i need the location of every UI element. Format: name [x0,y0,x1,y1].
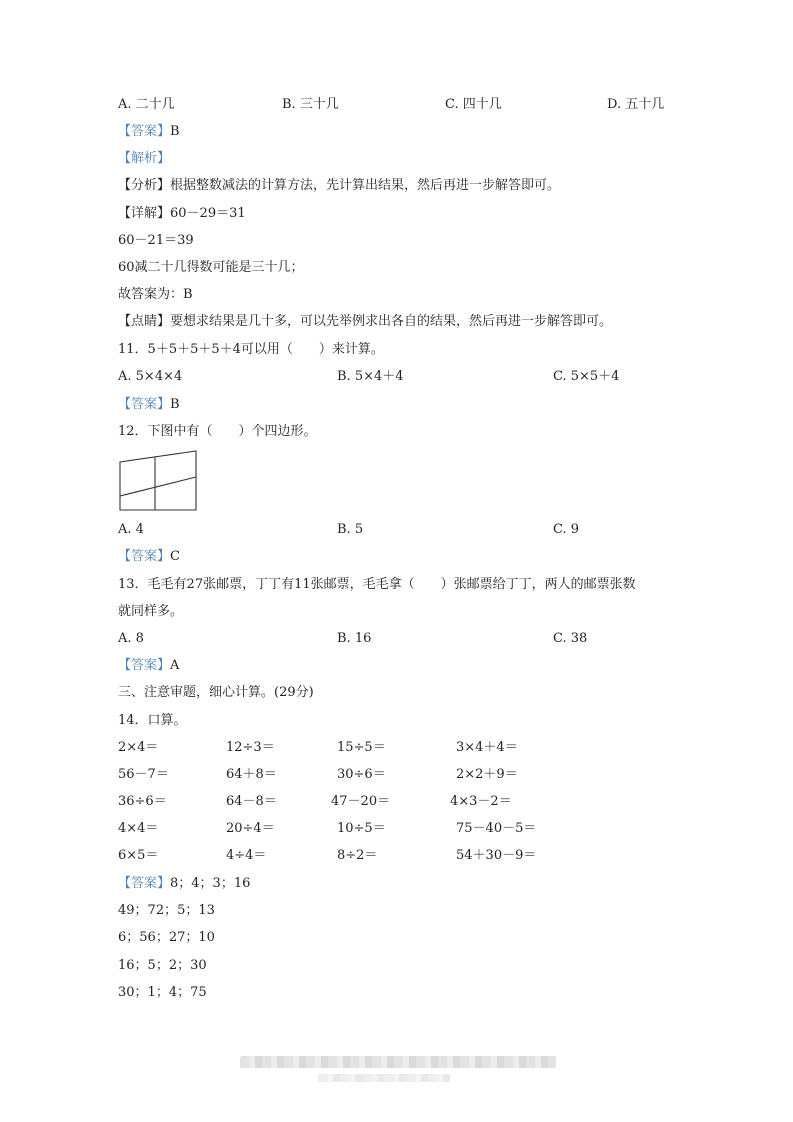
calc-item: 2×4＝ [118,740,159,755]
section-3-title: 三、注意审题，细心计算。(29分) [118,685,314,700]
q12-stem: 12．下图中有（ ）个四边形。 [118,424,317,439]
calc-item: 12÷3＝ [226,740,275,755]
blurred-footer-watermark [240,1056,556,1068]
analysis-tag: 【解析】 [118,151,171,166]
q10-fenxi-line [118,178,560,194]
calc-item: 8÷2＝ [337,848,378,863]
q10-answer-line [118,124,180,140]
q10-dianjing-line [118,314,612,330]
calc-item: 30÷6＝ [337,767,386,782]
calc-item: 15÷5＝ [337,740,386,755]
q10-xiangjie-line [118,206,246,222]
calc-item: 56－7＝ [118,767,169,782]
calc-item: 10÷5＝ [337,821,386,836]
answer-value: 8；4；3；16 [170,876,251,891]
figure-outline [120,451,196,510]
answer-tag: 【答案】 [118,397,171,412]
figure-slanted-line [120,477,196,496]
q10-detail-line-3: 60减二十几得数可能是三十几； [118,260,304,275]
q13-stem-line-1: 13．毛毛有27张邮票，丁丁有11张邮票，毛毛拿（ ）张邮票给丁丁，两人的邮票张数 [118,577,636,592]
q14-answer-line-1 [118,876,250,892]
q13-option-c: C. 38 [553,631,588,646]
calc-item: 64－8＝ [226,794,277,809]
q13-option-a: A. 8 [118,631,144,646]
answer-value: A [170,658,180,673]
answer-tag: 【答案】 [118,876,171,891]
quadrilateral-figure [119,450,199,514]
calc-item: 3×4＋4＝ [456,740,518,755]
calc-item: 4×3－2＝ [450,794,512,809]
calc-item: 4÷4＝ [226,848,267,863]
calc-item: 6×5＝ [118,848,159,863]
answer-tag: 【答案】 [118,549,171,564]
calc-item: 4×4＝ [118,821,159,836]
fenxi-text: 根据整数减法的计算方法，先计算出结果，然后再进一步解答即可。 [170,178,561,193]
q11-option-b: B. 5×4＋4 [337,369,404,384]
dianjing-text: 要想求结果是几十多，可以先举例求出各自的结果，然后再进一步解答即可。 [170,314,613,329]
q12-answer-line [118,549,180,565]
q14-answer-line-2: 49；72；5；13 [118,903,215,918]
dianjing-tag: 【点睛】 [118,314,171,329]
answer-tag: 【答案】 [118,658,171,673]
q14-answer-line-3: 6；56；27；10 [118,930,215,945]
answer-tag: 【答案】 [118,124,171,139]
answer-value: B [170,397,180,412]
xiangjie-text: 60－29＝31 [170,206,246,221]
blurred-footer-watermark-sub [318,1074,450,1082]
q10-detail-line-4: 故答案为：B [118,287,193,302]
fenxi-tag: 【分析】 [118,178,171,193]
q11-answer-line [118,397,180,413]
q13-stem-line-2: 就同样多。 [118,604,184,619]
calc-item: 36÷6＝ [118,794,167,809]
q10-option-b: B. 三十几 [282,97,339,112]
q10-option-c: C. 四十几 [445,97,502,112]
calc-item: 47－20＝ [331,794,391,809]
q11-option-c: C. 5×5＋4 [553,369,620,384]
q12-option-c: C. 9 [553,522,580,537]
q12-option-a: A. 4 [118,522,144,537]
q10-detail-line-2: 60－21＝39 [118,233,194,248]
q13-option-b: B. 16 [337,631,372,646]
q10-analysis-heading [118,151,170,167]
q14-answer-line-5: 30；1；4；75 [118,985,207,1000]
q11-option-a: A. 5×4×4 [118,369,183,384]
q10-option-d: D. 五十几 [607,97,665,112]
answer-value: C [170,549,180,564]
calc-item: 64＋8＝ [226,767,277,782]
q12-option-b: B. 5 [337,522,364,537]
xiangjie-tag: 【详解】 [118,206,171,221]
q13-answer-line [118,658,179,674]
q14-answer-line-4: 16；5；2；30 [118,958,207,973]
q11-stem: 11．5＋5＋5＋5＋4可以用（ ）来计算。 [118,342,384,357]
q10-option-a: A. 二十几 [118,97,175,112]
q14-stem: 14．口算。 [118,713,187,728]
calc-item: 75－40－5＝ [456,821,537,836]
calc-item: 2×2＋9＝ [456,767,518,782]
answer-value: B [170,124,180,139]
calc-item: 54＋30－9＝ [456,848,537,863]
calc-item: 20÷4＝ [226,821,275,836]
